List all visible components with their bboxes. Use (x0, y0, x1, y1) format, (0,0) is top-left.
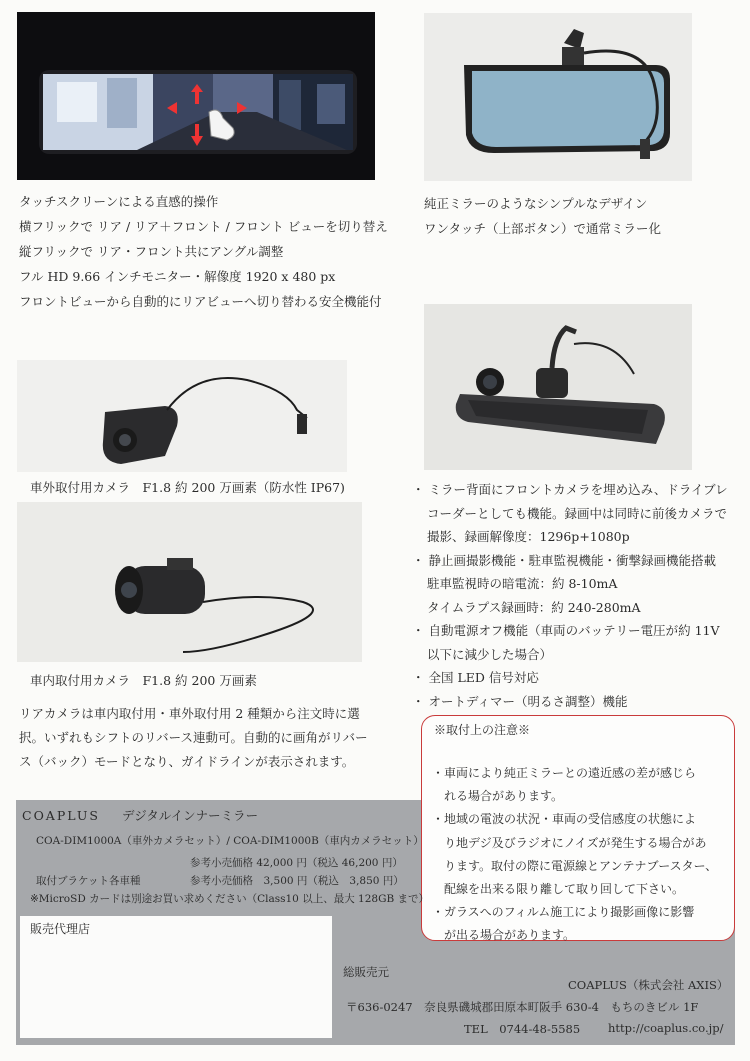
feature-item-cont: 以下に減少した場合） (427, 646, 553, 662)
distributor-label: 総販売元 (343, 965, 389, 979)
exterior-camera-caption: 車外取付用カメラ F1.8 約 200 万画素（防水性 IP67) (30, 480, 345, 495)
dealer-label: 販売代理店 (30, 922, 91, 936)
feature-item-cont: 撮影、録画解像度：1296p+1080p (427, 529, 630, 544)
screen-feature-caption (19, 189, 399, 314)
feature-item: ・ ミラー背面にフロントカメラを埋め込み、ドライブレ (412, 482, 728, 497)
sd-card-note: ※MicroSD カードは別途お買い求めください（Class10 以上、最大 128GB まで） (30, 893, 430, 905)
rear-camera-note (19, 702, 399, 774)
caption-line: フロントビューから自動的にリアビューへ切り替わる安全機能付 (19, 294, 382, 309)
model-numbers: COA-DIM1000A（車外カメラセット）/ COA-DIM1000B（車内カメラセット） (36, 835, 424, 847)
brand-name: COAPLUS (22, 808, 100, 823)
feature-item: ・ 自動電源オフ機能（車両のバッテリー電圧が約 11V (412, 623, 720, 638)
product-heading (22, 806, 258, 824)
feature-item: ・ オートディマー（明るさ調整）機能 (412, 693, 628, 709)
notice-item-cont: ります。取付の際に電源線とアンテナブースター、 (444, 858, 718, 873)
distributor-url[interactable]: http://coaplus.co.jp/ (608, 1021, 724, 1035)
caption-line: ワンタッチ（上部ボタン）で通常ミラー化 (424, 221, 662, 236)
feature-item-cont: タイムラプス録画時：約 240-280mA (427, 599, 641, 615)
dealer-box (20, 916, 332, 1038)
notice-title: ※取付上の注意※ (434, 723, 531, 737)
note-line: ス（バック）モードとなり、ガイドラインが表示されます。 (19, 754, 355, 769)
caption-line: 横フリックで リア / リア＋フロント / フロント ビューを切り替え (19, 219, 388, 234)
mirror-design-photo (424, 13, 692, 181)
main-price: 参考小売価格 42,000 円（税込 46,200 円） (190, 857, 403, 869)
distributor-address: 〒636-0247 奈良県磯城郡田原本町阪手 630-4 もちのきビル 1F (346, 1000, 699, 1014)
bracket-label: 取付ブラケット各車種 (36, 875, 141, 887)
caption-line: タッチスクリーンによる直感的操作 (19, 194, 219, 209)
feature-list (412, 478, 737, 713)
notice-item-cont: が出る場合があります。 (444, 928, 576, 943)
notice-item-cont: 配線を出来る限り離して取り回して下さい。 (444, 882, 685, 897)
notice-item: ・ガラスへのフィルム施工により撮影画像に影響 (432, 905, 695, 920)
note-line: 択。いずれもシフトのリバース連動可。自動的に画角がリバー (19, 730, 368, 745)
mirror-front-camera-photo (424, 304, 692, 470)
installation-notice-box (421, 715, 735, 941)
bracket-price: 参考小売価格 3,500 円（税込 3,850 円） (190, 875, 404, 887)
interior-camera-caption: 車内取付用カメラ F1.8 約 200 万画素 (30, 673, 257, 688)
notice-item: ・車両により純正ミラーとの遠近感の差が感じら (432, 766, 697, 780)
feature-item: ・ 全国 LED 信号対応 (412, 670, 539, 685)
exterior-camera-photo (17, 360, 347, 472)
notice-item: ・地域の電波の状況・車両の受信感度の状態によ (432, 812, 697, 827)
caption-line: 縦フリックで リア・フロント共にアングル調整 (19, 244, 284, 259)
mirror-design-caption (424, 191, 724, 241)
notice-item-cont: り地デジ及びラジオにノイズが発生する場合があ (444, 835, 707, 850)
caption-line: 純正ミラーのようなシンプルなデザイン (424, 196, 648, 211)
feature-item-cont: 駐車監視時の暗電流：約 8-10mA (427, 576, 618, 591)
notice-item-cont: れる場合があります。 (444, 789, 564, 804)
interior-camera-photo (17, 502, 362, 662)
mirror-screen-photo (17, 12, 375, 180)
feature-item-cont: コーダーとしても機能。録画中は同時に前後カメラで (427, 505, 728, 521)
feature-item: ・ 静止画撮影機能・駐車監視機能・衝撃録画機能搭載 (412, 552, 717, 568)
caption-line: フル HD 9.66 インチモニター・解像度 1920 x 480 px (19, 269, 336, 284)
product-name: デジタルインナーミラー (121, 808, 259, 823)
distributor-tel: TEL 0744-48-5585 (464, 1022, 581, 1036)
distributor-company: COAPLUS（株式会社 AXIS） (568, 978, 729, 992)
note-line: リアカメラは車内取付用・車外取付用 2 種類から注文時に選 (19, 706, 360, 721)
